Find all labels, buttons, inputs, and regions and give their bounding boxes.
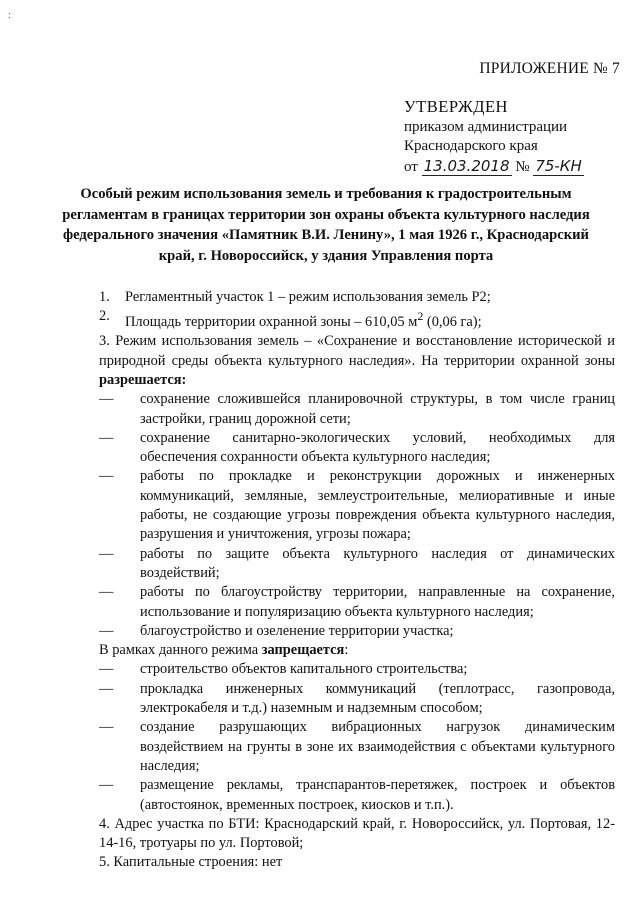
allowed-item-text: работы по прокладке и реконструкции дорожных и инженерных коммуникаций, земляные, землеустроительные, мелиоративные и иные работы, не создающие угрозы повреждения объекта культурного наследия, разрушения и уничтожения, угрозы пожара; [140, 468, 615, 543]
item-1-text: Регламентный участок 1 – режим использования земель Р2; [125, 289, 491, 305]
forbidden-item [99, 776, 615, 815]
appendix-title: ПРИЛОЖЕНИЕ № 7 [479, 60, 620, 77]
item-5: 5. Капитальные строения: нет [99, 854, 283, 871]
item-2-number: 2. [99, 308, 110, 325]
allowed-item [99, 545, 615, 584]
forbidden-item [99, 718, 615, 776]
document-body [99, 288, 615, 873]
date-prefix: от [404, 158, 418, 175]
approval-line-1: приказом администрации [404, 118, 568, 135]
item-3-text: 3. Режим использования земель – «Сохранение и восстановление исторической и природной среды объекта культурного наследия». На территории охранной зоны [99, 333, 615, 369]
handwritten-number: 75-КН [535, 156, 582, 175]
forbidden-item-text: строительство объектов капитального строительства; [140, 661, 468, 678]
handwritten-date: 13.03.2018 [423, 156, 510, 175]
approval-line-2: Краснодарского края [404, 138, 538, 154]
allowed-item-text: работы по благоустройству территории, направленные на сохранение, использование и популяризацию объекта культурного наследия; [140, 584, 615, 620]
corner-mark: : [8, 10, 11, 21]
allowed-item [99, 583, 615, 622]
forbidden-intro: В рамках данного режима [99, 642, 259, 659]
item-4: 4. Адрес участка по БТИ: Краснодарский край, г. Новороссийск, ул. Портовая, 12-14-16, тротуары по ул. Портовой; [99, 815, 615, 852]
forbidden-item-text: прокладка инженерных коммуникаций (теплотрасс, газопровода, электрокабеля и т.д.) наземным и надземным способом; [140, 680, 615, 717]
forbidden-item [99, 680, 615, 719]
dash-marker: — [99, 719, 114, 736]
dash-marker: — [99, 622, 114, 639]
item-1 [99, 288, 615, 307]
approval-block [404, 97, 584, 177]
allowed-item [99, 622, 615, 641]
forbidden-item [99, 660, 615, 679]
forbidden-keyword: запрещается [261, 642, 345, 659]
dash-marker: — [99, 391, 114, 408]
dash-marker: — [99, 777, 114, 794]
forbidden-item-text: создание разрушающих вибрационных нагрузок динамическим воздействием на грунты в зоне их взаимодействия с объектами культурного наследия; [140, 719, 615, 774]
approved-heading: УТВЕРЖДЕН [404, 97, 508, 116]
allowed-item [99, 429, 615, 468]
allowed-item-text: сохранение санитарно-экологических условий, необходимых для обеспечения сохранности объекта культурного наследия; [140, 429, 615, 466]
item-1-number: 1. [99, 289, 110, 305]
item-3 [99, 332, 615, 390]
forbidden-intro-line [99, 641, 615, 660]
item-2 [99, 307, 615, 332]
allowed-item [99, 467, 615, 544]
dash-marker: — [99, 468, 114, 485]
allowed-keyword: разрешается: [99, 371, 187, 388]
allowed-item-text: благоустройство и озеленение территории участка; [140, 622, 454, 639]
forbidden-colon: : [344, 642, 349, 659]
dash-marker: — [99, 429, 114, 446]
number-prefix: № [515, 158, 530, 175]
dash-marker: — [99, 661, 114, 678]
item-2-text: Площадь территории охранной зоны – 610,05 $м^2$ (0,06 га); [125, 309, 482, 331]
document-title: Особый режим использования земель и требования к градостроительным регламентам в границах территории зон охраны объекта культурного наследия федерального значения «Памятник В.И. Ленину», 1 мая 1926 г., Краснодарский край, г. Новороссийск, у здания Управления порта [62, 186, 590, 264]
forbidden-item-text: размещение рекламы, транспарантов-перетяжек, построек и объектов (автостоянок, временных построек, киосков и т.п.). [140, 777, 615, 813]
allowed-item [99, 390, 615, 429]
allowed-item-text: сохранение сложившейся планировочной структуры, в том числе границ застройки, границ дорожной сети; [140, 391, 615, 427]
approval-date-line [404, 157, 584, 178]
dash-marker: — [99, 680, 114, 697]
allowed-item-text: работы по защите объекта культурного наследия от динамических воздействий; [140, 545, 615, 581]
dash-marker: — [99, 545, 114, 562]
dash-marker: — [99, 584, 114, 601]
